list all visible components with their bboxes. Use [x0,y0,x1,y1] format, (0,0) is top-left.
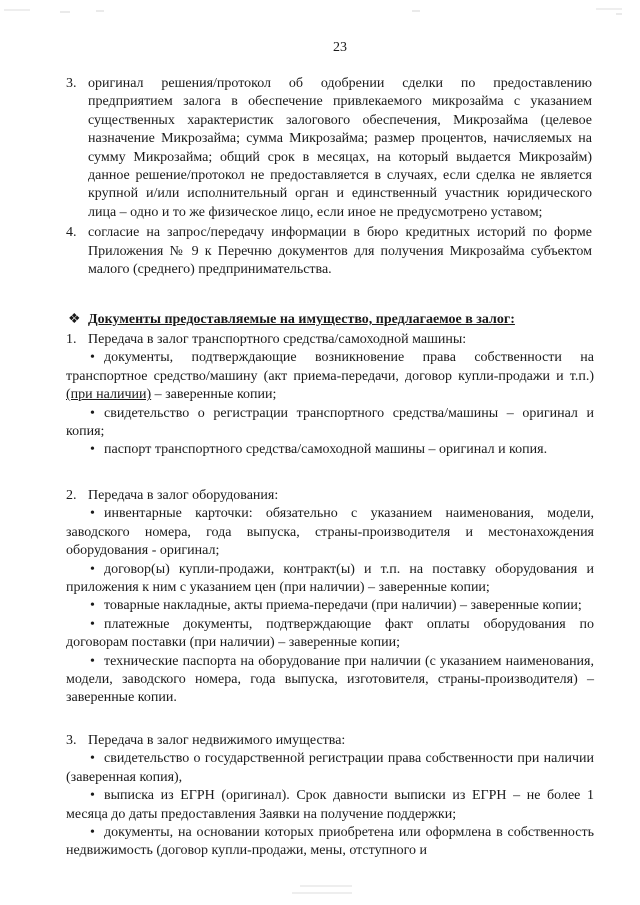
list-item [66,75,592,222]
bullet-text: выписка из ЕГРН (оригинал). Срок давности выписки из ЕГРН – не более 1 месяца до даты предоставления Заявки на получение поддержки; [66,788,594,822]
diamond-bullet-icon: ❖ [68,312,81,327]
section-title [66,487,594,505]
bullet-text: договор(ы) купли-продажи, контракт(ы) и т.п. на поставку оборудования и приложения к ним с указанием цен (при наличии) – заверенные копии; [66,561,594,596]
bullet-icon: • [90,405,95,421]
section-number: 2. [66,488,77,503]
bullet-item [66,787,594,824]
section-number: 1. [66,332,77,347]
item-text: оригинал решения/протокол об одобрении сделки по предоставлению предприятием залога в обеспечение привлекаемого микрозайма с указанием существенных характеристик залогового обеспечения, Микрозайма (целевое назначение Микрозайма; сумма Микрозайма; размер процентов, начисляемых на сумму Микрозайма; общий срок в месяцах, на который выдается Микрозайм) данное решение/протокол не предоставляется в случаях, если сделка не является крупной и/или исполнительный орган и единственный участник юридического лица – одно и то же физическое лицо, если иное не предусмотрено уставом; [88,76,592,220]
section-title [66,732,594,750]
bullet-icon: • [90,825,95,841]
bullet-item [66,505,594,560]
bullet-icon: • [90,751,95,767]
bullet-text: инвентарные карточки: обязательно с указанием наименования, модели, заводского номера, года выпуска, страны-производителя и местонахождения оборудования - оригинал; [66,506,594,559]
bullet-item [66,653,594,708]
section-title [66,331,594,349]
intro-list [66,75,592,279]
section-title-text: Передача в залог оборудования: [88,488,279,503]
item-number: 4. [66,225,77,241]
bullet-icon: • [90,350,95,366]
bullet-text-after: – заверенные копии; [151,387,277,403]
section-real-estate [66,732,594,861]
bullet-item [66,597,594,615]
bullet-item [66,441,594,459]
bullet-item [66,616,594,653]
bullet-icon: • [90,616,95,632]
bullet-icon: • [90,598,95,614]
bullet-item [66,824,594,861]
bullet-icon: • [90,442,95,458]
bullet-text: паспорт транспортного средства/самоходной машины – оригинал и копия. [104,442,548,458]
item-number: 3. [66,76,77,91]
bullet-item [66,349,594,404]
heading-text: Документы предоставляемые на имущество, предлагаемое в залог: [88,312,515,327]
bullet-text: свидетельство о государственной регистрации права собственности при наличии (заверенная копия), [66,751,594,785]
bullet-icon: • [90,788,95,804]
bullet-icon: • [90,653,95,669]
item-text: согласие на запрос/передачу информации в бюро кредитных историй по форме Приложения № 9 к Перечню документов для получения Микрозайма субъектом малого (среднего) предпринимательства. [88,225,592,278]
bullet-text: технические паспорта на оборудование при наличии (с указанием наименования, модели, заводского номера, года выпуска, изготовителя, страны-производителя) – заверенные копии. [66,653,594,706]
bullet-item [66,405,594,442]
section-number: 3. [66,733,77,748]
bullet-item [66,750,594,787]
section-title-text: Передача в залог недвижимого имущества: [88,733,346,748]
bullet-text: товарные накладные, акты приема-передачи (при наличии) – заверенные копии; [104,598,582,614]
bullet-icon: • [90,506,95,522]
page-number: 23 [333,40,347,55]
section-heading [68,311,598,329]
section-title-text: Передача в залог транспортного средства/самоходной машины: [88,332,467,347]
bullet-item [66,561,594,598]
bullet-text: свидетельство о регистрации транспортного средства/машины – оригинал и копия; [66,405,594,440]
bullet-text: документы, на основании которых приобретена или оформлена в собственность недвижимость (договор купли-продажи, мены, отступного и [66,825,594,859]
bullet-text: платежные документы, подтверждающие факт оплаты оборудования по договорам поставки (при наличии) – заверенные копии; [66,616,594,651]
section-equipment [66,487,594,708]
section-vehicle [66,331,594,460]
bullet-icon: • [90,561,95,577]
bullet-underlined: (при наличии) [66,387,152,403]
bullet-text: документы, подтверждающие возникновение права собственности на транспортное средство/машину (акт приема-передачи, договор купли-продажи и т.п.) [66,350,594,384]
list-item [66,224,592,279]
